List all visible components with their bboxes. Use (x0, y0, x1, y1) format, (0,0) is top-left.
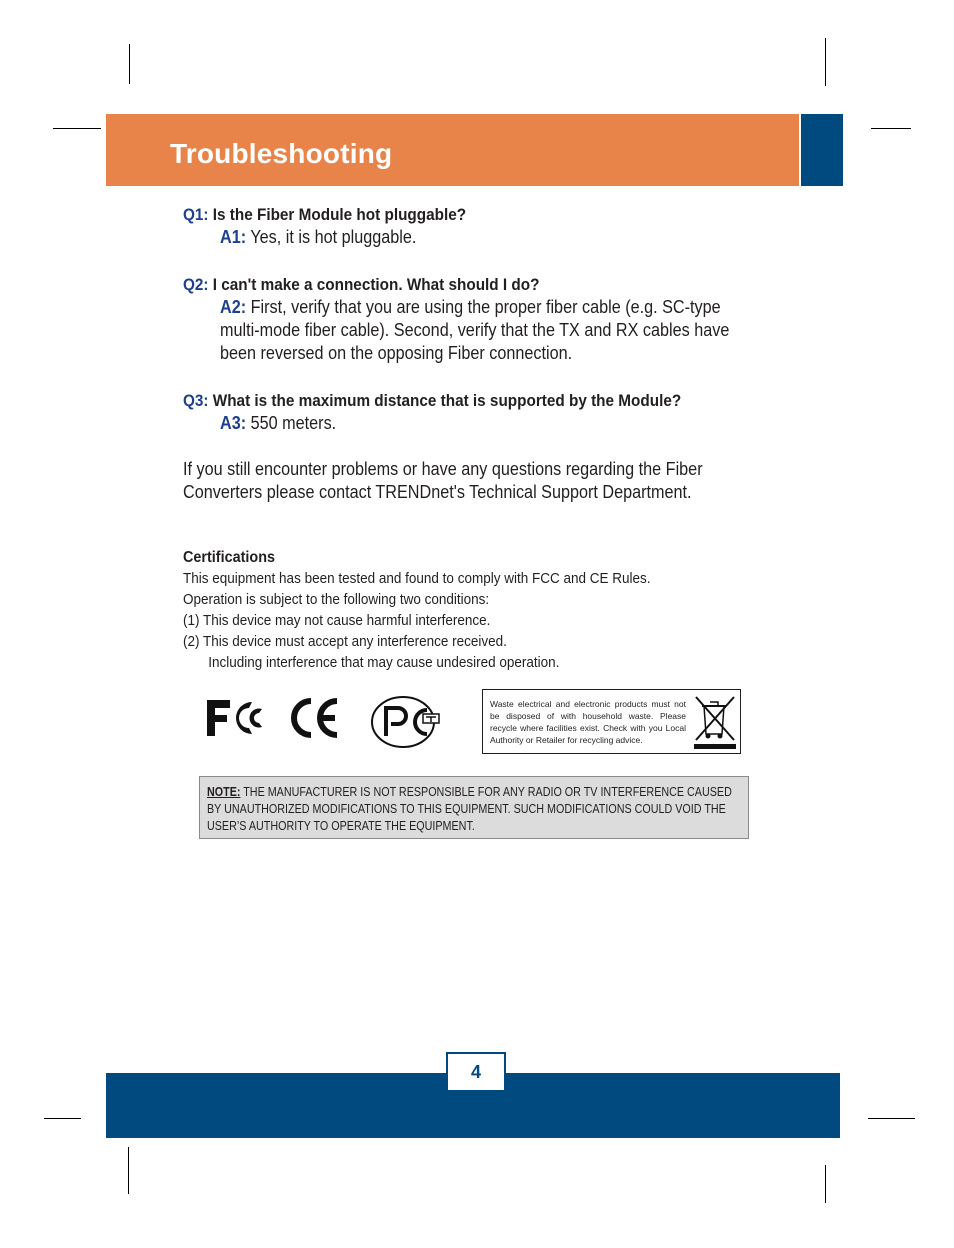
weee-notice-text: Waste electrical and electronic products must not be disposed of with household waste. Please recycle where facilities exist. Check with you Local Authority or Retailer for recycling advice. (490, 699, 686, 745)
certifications-heading: Certifications (183, 549, 276, 566)
crop-mark (825, 1165, 826, 1203)
fcc-logo (204, 697, 266, 739)
answer (220, 412, 751, 435)
crop-mark (53, 128, 101, 129)
question (183, 389, 723, 412)
answer-label: A1: (220, 227, 247, 247)
crossed-out-wheelie-bin-icon (692, 694, 738, 750)
question-label: Q3: (183, 391, 209, 410)
answer-text: Yes, it is hot pluggable. (250, 227, 417, 247)
support-contact-paragraph: If you still encounter problems or have any questions regarding the Fiber Converters please contact TRENDnet's Technical Support Department. (183, 459, 703, 502)
faq-item-1 (183, 203, 783, 249)
header-accent-block (801, 114, 843, 186)
answer-text: 550 meters. (250, 413, 337, 433)
cert-line: (1) This device may not cause harmful interference. (183, 612, 491, 629)
crop-mark (44, 1118, 81, 1119)
answer-label: A3: (220, 413, 247, 433)
question-text: I can't make a connection. What should I do? (212, 275, 540, 294)
crop-mark (128, 1147, 129, 1194)
page-title: Troubleshooting (170, 138, 393, 169)
crop-mark (825, 38, 826, 86)
question-text: Is the Fiber Module hot pluggable? (212, 205, 467, 224)
cert-line: (2) This device must accept any interference received. (183, 633, 507, 650)
page-number: 4 (446, 1052, 506, 1092)
question-text: What is the maximum distance that is supported by the Module? (212, 391, 682, 410)
crop-mark (871, 128, 911, 129)
faq-item-2 (183, 273, 783, 365)
note-body: THE MANUFACTURER IS NOT RESPONSIBLE FOR ANY RADIO OR TV INTERFERENCE CAUSED BY UNAUTHORIZED MODIFICATIONS TO THIS EQUIPMENT. SUCH MODIFICATIONS COULD VOID THE USER’S AUTHORITY TO OPERATE THE EQUIPMENT. (207, 785, 732, 833)
crop-mark (129, 44, 130, 84)
question (183, 273, 723, 296)
cert-line: Including interference that may cause undesired operation. (208, 654, 560, 671)
answer (220, 226, 751, 249)
question-label: Q2: (183, 275, 209, 294)
answer (220, 296, 751, 365)
faq-item-3 (183, 389, 783, 435)
answer-text: First, verify that you are using the proper fiber cable (e.g. SC-type multi-mode fiber cable). Second, verify that the TX and RX cables have been reversed on the opposing Fiber connection. (220, 297, 730, 363)
answer-label: A2: (220, 297, 247, 317)
ce-logo (285, 697, 341, 739)
weee-notice-box (482, 689, 741, 754)
disclaimer-note-text (207, 784, 740, 835)
question-label: Q1: (183, 205, 209, 224)
question (183, 203, 723, 226)
crop-mark (868, 1118, 915, 1119)
gost-r-logo (369, 694, 443, 750)
cert-line: This equipment has been tested and found to comply with FCC and CE Rules. (183, 570, 651, 587)
cert-line: Operation is subject to the following two conditions: (183, 591, 490, 608)
certifications-section (183, 547, 741, 673)
note-label: NOTE: (207, 785, 241, 799)
disclaimer-note-box (199, 776, 749, 839)
